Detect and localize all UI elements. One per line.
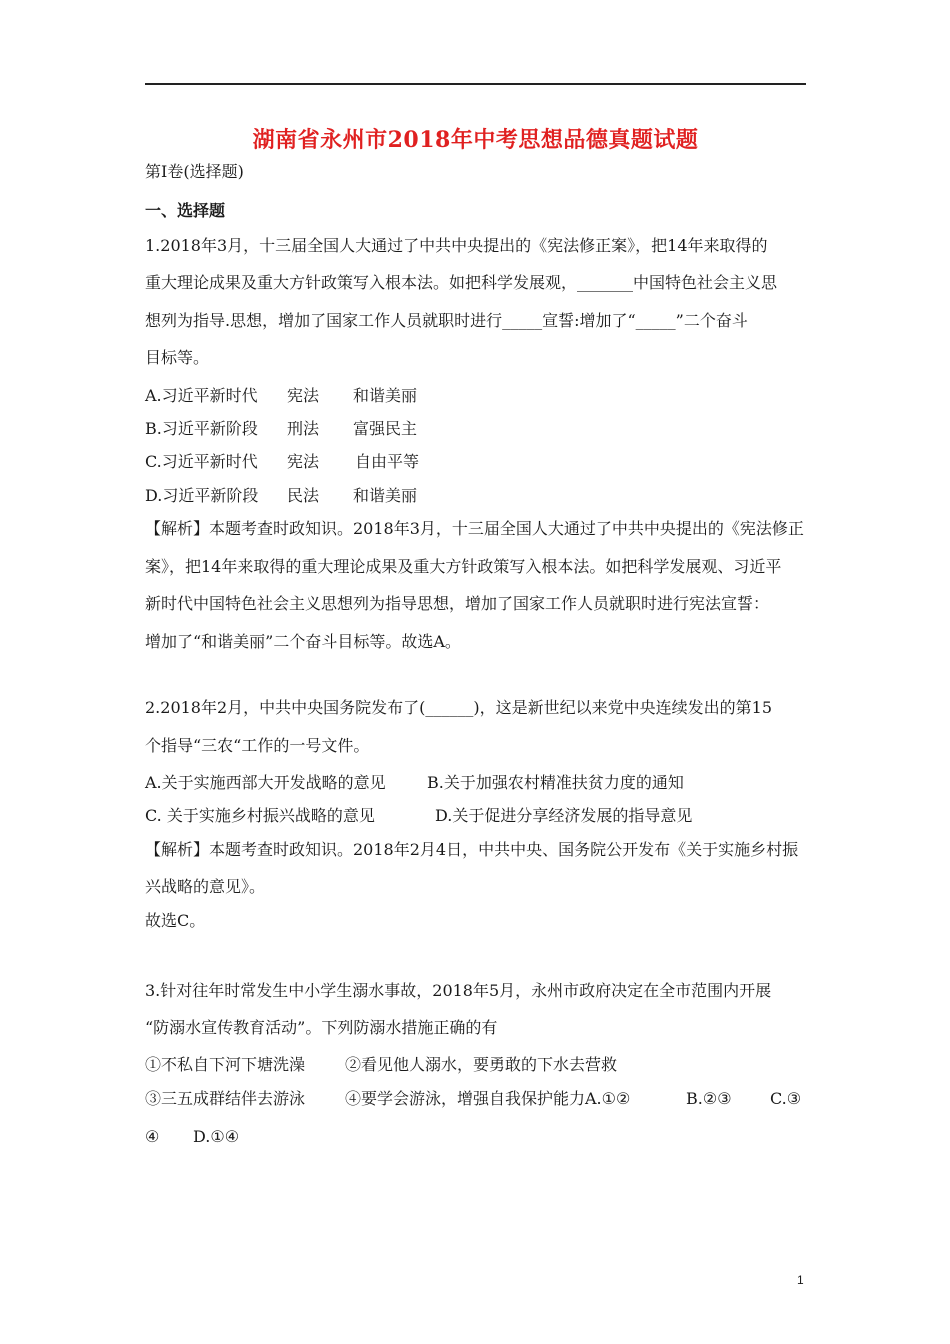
page-title: 湖南省永州市2018年中考思想品德真题试题 xyxy=(252,127,699,153)
header-rule xyxy=(145,83,806,85)
q1-line-2: 重大理论成果及重大方针政策写入根本法。如把科学发展观，_______中国特色社会主义思 xyxy=(145,273,778,292)
q2-options-row-1: A.关于实施西部大开发战略的意见 B.关于加强农村精准扶贫力度的通知 xyxy=(145,773,684,792)
q3-items-row-3: ④ D.①④ xyxy=(145,1127,240,1146)
page-number: 1 xyxy=(797,1273,804,1287)
q1-analysis-1: 【解析】本题考查时政知识。2018年3月，十三届全国人大通过了中共中央提出的《宪法修正 xyxy=(145,519,804,538)
q3-line-1: 3.针对往年时常发生中小学生溺水事故，2018年5月，永州市政府决定在全市范围内开展 xyxy=(145,981,772,1000)
volume-label: 第I卷(选择题) xyxy=(145,162,244,181)
q1-analysis-2: 案》，把14年来取得的重大理论成果及重大方针政策写入根本法。如把科学发展观、习近平 xyxy=(145,557,782,576)
q2-analysis-3: 故选C。 xyxy=(145,911,206,930)
q2-line-1: 2.2018年2月，中共中央国务院发布了(______)，这是新世纪以来党中央连续发出的第15 xyxy=(145,698,773,717)
q1-line-3: 想列为指导.思想，增加了国家工作人员就职时进行_____宣誓:增加了“_____”二个奋斗 xyxy=(145,311,748,330)
q3-items-row-2: ③三五成群结伴去游泳 ④要学会游泳，增强自我保护能力A.①② B.②③ C.③ xyxy=(145,1089,802,1108)
q3-line-2: “防溺水宣传教育活动”。下列防溺水措施正确的有 xyxy=(145,1018,498,1037)
q2-options-row-2: C. 关于实施乡村振兴战略的意见 D.关于促进分享经济发展的指导意见 xyxy=(145,806,693,825)
q1-line-4: 目标等。 xyxy=(145,348,210,367)
q1-line-1: 1.2018年3月，十三届全国人大通过了中共中央提出的《宪法修正案》，把14年来取得的 xyxy=(145,236,768,255)
q2-analysis-2: 兴战略的意见》。 xyxy=(145,877,266,896)
q1-option-b: B.习近平新阶段 刑法 富强民主 xyxy=(145,419,418,438)
q1-option-d: D.习近平新阶段 民法 和谐美丽 xyxy=(145,486,418,505)
q3-items-row-1: ①不私自下河下塘洗澡 ②看见他人溺水，要勇敢的下水去营救 xyxy=(145,1055,618,1074)
q2-line-2: 个指导“三农“工作的一号文件。 xyxy=(145,736,370,755)
q1-analysis-3: 新时代中国特色社会主义思想列为指导思想，增加了国家工作人员就职时进行宪法宣誓： xyxy=(145,594,770,613)
q1-option-a: A.习近平新时代 宪法 和谐美丽 xyxy=(145,386,418,405)
section-heading: 一、选择题 xyxy=(145,201,226,220)
q2-analysis-1: 【解析】本题考查时政知识。2018年2月4日，中共中央、国务院公开发布《关于实施乡村振 xyxy=(145,840,799,859)
q1-option-c: C.习近平新时代 宪法 自由平等 xyxy=(145,452,420,471)
q1-analysis-4: 增加了“和谐美丽”二个奋斗目标等。故选A。 xyxy=(145,632,461,651)
